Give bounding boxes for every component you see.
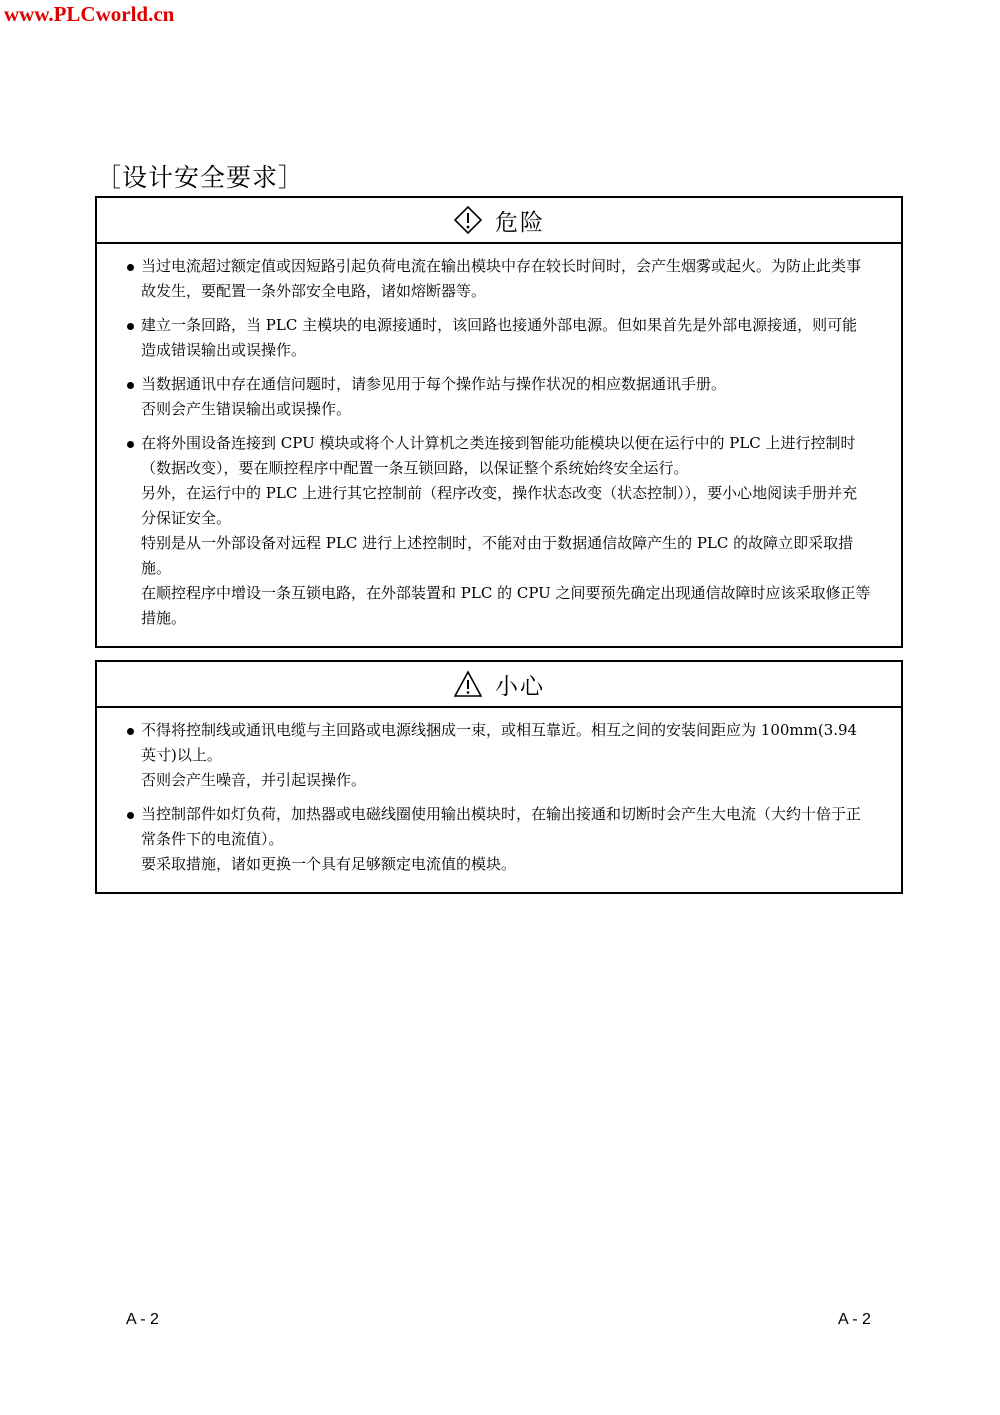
danger-title: 危险 <box>495 209 545 236</box>
caution-header <box>97 662 901 708</box>
caution-item-paragraph: 当控制部件如灯负荷，加热器或电磁线圈使用输出模块时，在输出接通和切断时会产生大电流（大约十倍于正常条件下的电流值）。 <box>141 805 862 848</box>
danger-item-paragraph: 否则会产生错误输出或误操作。 <box>141 400 352 418</box>
caution-warning-icon <box>453 670 483 698</box>
danger-header <box>97 198 901 244</box>
caution-list-item <box>127 802 871 877</box>
danger-warning-icon <box>453 205 483 235</box>
caution-body <box>97 708 901 892</box>
danger-item-paragraph: 建立一条回路，当 PLC 主模块的电源接通时，该回路也接通外部电源。但如果首先是外部电源接通，则可能造成错误输出或误操作。 <box>141 316 858 359</box>
danger-box <box>95 196 903 648</box>
danger-item-paragraph: 当过电流超过额定值或因短路引起负荷电流在输出模块中存在较长时间时，会产生烟雾或起火。为防止此类事故发生，要配置一条外部安全电路，诸如熔断器等。 <box>141 257 862 300</box>
danger-item-paragraph: 特别是从一外部设备对远程 PLC 进行上述控制时，不能对由于数据通信故障产生的 PLC 的故障立即采取措施。 <box>141 534 854 577</box>
caution-box <box>95 660 903 894</box>
danger-item-paragraph: 另外，在运行中的 PLC 上进行其它控制前（程序改变，操作状态改变（状态控制）），要小心地阅读手册并充分保证安全。 <box>141 484 858 527</box>
section-title: ［设计安全要求］ <box>96 163 305 192</box>
danger-list-item <box>127 254 871 304</box>
page-number-left: A - 2 <box>126 1311 159 1328</box>
caution-title: 小心 <box>495 673 545 700</box>
caution-list-item <box>127 718 871 793</box>
page-number-right: A - 2 <box>838 1311 871 1328</box>
caution-item-paragraph: 要采取措施，诸如更换一个具有足够额定电流值的模块。 <box>141 855 517 873</box>
danger-item-paragraph: 当数据通讯中存在通信问题时，请参见用于每个操作站与操作状况的相应数据通讯手册。 <box>141 375 727 393</box>
danger-body <box>97 244 901 646</box>
danger-list-item <box>127 313 871 363</box>
danger-item-paragraph: 在顺控程序中增设一条互锁电路，在外部装置和 PLC 的 CPU 之间要预先确定出现通信故障时应该采取修正等措施。 <box>141 584 871 627</box>
danger-list-item <box>127 372 871 422</box>
danger-item-paragraph: 在将外围设备连接到 CPU 模块或将个人计算机之类连接到智能功能模块以便在运行中的 PLC 上进行控制时（数据改变），要在顺控程序中配置一条互锁回路，以保证整个系统始终安全运行。 <box>141 434 856 477</box>
caution-item-paragraph: 不得将控制线或通讯电缆与主回路或电源线捆成一束，或相互靠近。相互之间的安装间距应为 100mm(3.94 英寸)以上。 <box>141 721 858 764</box>
danger-list-item <box>127 431 871 631</box>
watermark-link[interactable]: www.PLCworld.cn <box>4 2 175 26</box>
caution-item-paragraph: 否则会产生噪音，并引起误操作。 <box>141 771 367 789</box>
